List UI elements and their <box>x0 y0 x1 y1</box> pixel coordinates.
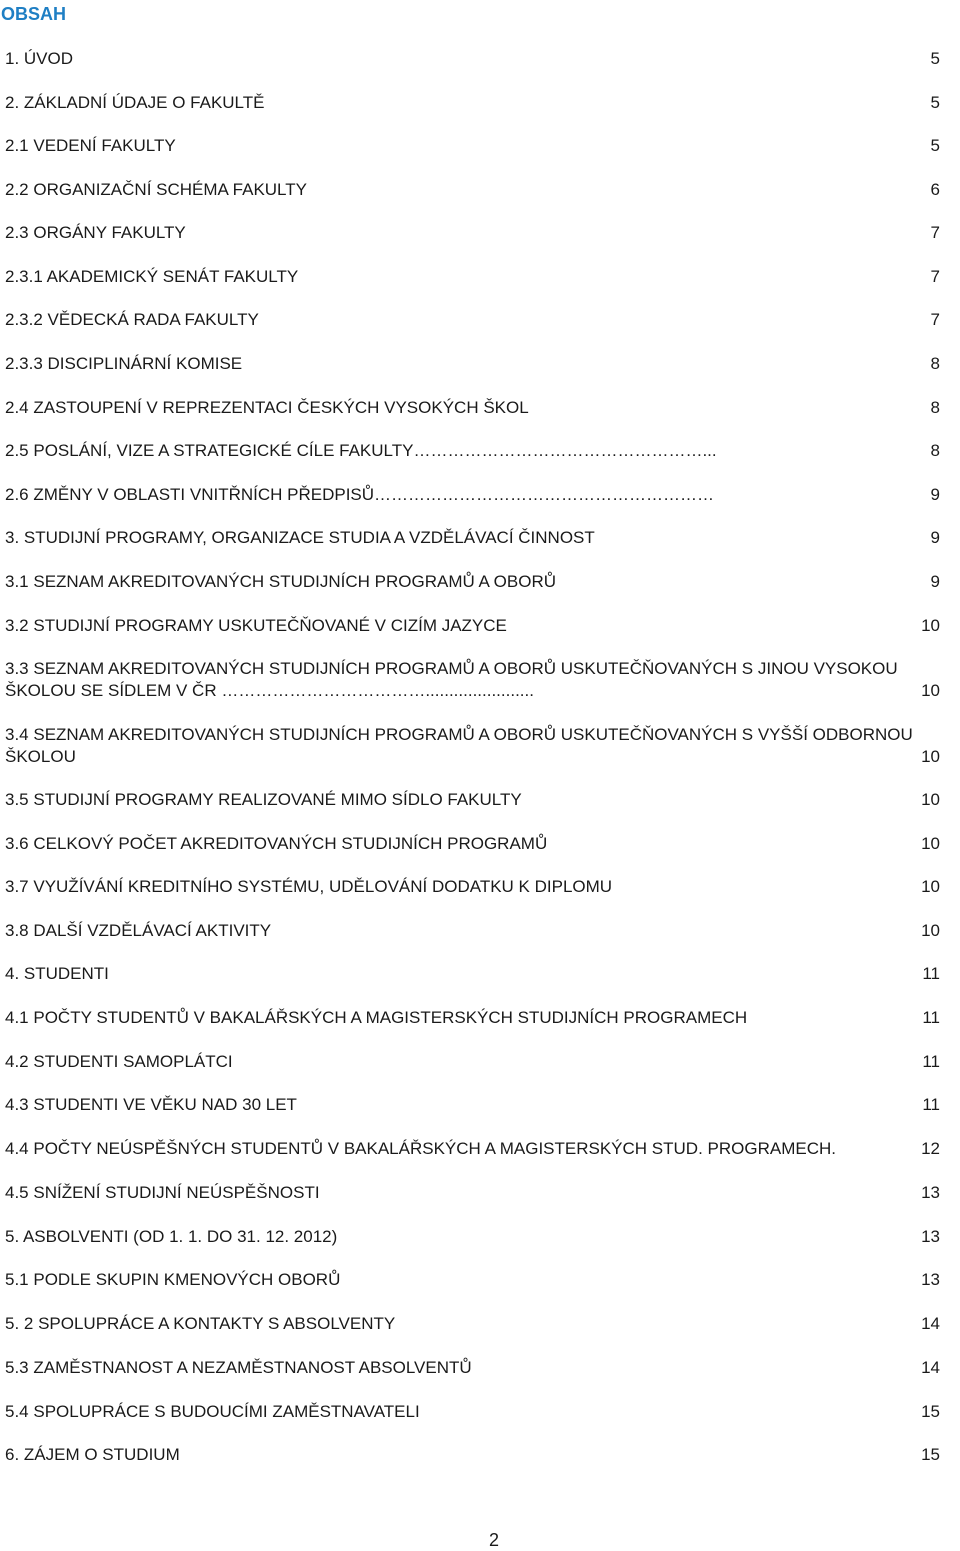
toc-entry-label: 4.5 SNÍŽENÍ STUDIJNÍ NEÚSPĚŠNOSTI <box>5 1183 320 1202</box>
toc-entry-label: 2.5 POSLÁNÍ, VIZE A STRATEGICKÉ CÍLE FAKULTY……………………………………………... <box>5 441 717 460</box>
toc-entry[interactable] <box>5 92 940 114</box>
toc-entry-page: 10 <box>921 834 940 853</box>
toc-entry-page: 15 <box>921 1402 940 1421</box>
toc-entry-label: 2.3.3 DISCIPLINÁRNÍ KOMISE <box>5 354 243 373</box>
toc-entry[interactable] <box>5 615 940 637</box>
toc-entry-page: 8 <box>930 441 940 460</box>
toc-entry[interactable] <box>5 571 940 593</box>
toc-entry-page: 11 <box>922 1052 940 1071</box>
toc-entry-page: 10 <box>921 877 940 896</box>
toc-entry[interactable] <box>5 1401 940 1423</box>
toc-entry[interactable] <box>5 266 940 288</box>
toc-entry-page: 10 <box>921 921 940 940</box>
toc-entry[interactable] <box>5 1357 940 1379</box>
toc-entry-label: 3.6 CELKOVÝ POČET AKREDITOVANÝCH STUDIJNÍCH PROGRAMŮ <box>5 834 548 853</box>
toc-entry[interactable] <box>5 920 940 942</box>
toc-entry-label: 2.4 ZASTOUPENÍ V REPREZENTACI ČESKÝCH VYSOKÝCH ŠKOL <box>5 398 529 417</box>
toc-entry-label: 3.7 VYUŽÍVÁNÍ KREDITNÍHO SYSTÉMU, UDĚLOVÁNÍ DODATKU K DIPLOMU <box>5 877 613 896</box>
toc-entry[interactable] <box>5 724 940 768</box>
toc-entry-label: 2.2 ORGANIZAČNÍ SCHÉMA FAKULTY <box>5 180 307 199</box>
toc-entry-page: 5 <box>930 136 940 155</box>
toc-entry-label: 1. ÚVOD <box>5 49 74 68</box>
toc-entry-page: 5 <box>930 93 940 112</box>
toc-entry-page: 8 <box>930 354 940 373</box>
toc-entry-label: 5.3 ZAMĚSTNANOST A NEZAMĚSTNANOST ABSOLVENTŮ <box>5 1358 472 1377</box>
toc-entry[interactable] <box>5 179 940 201</box>
toc-entry-label: 5. ASBOLVENTI (OD 1. 1. DO 31. 12. 2012) <box>5 1227 338 1246</box>
toc-entry[interactable] <box>5 1444 940 1466</box>
toc-entry-label: 4.2 STUDENTI SAMOPLÁTCI <box>5 1052 233 1071</box>
toc-entry-page: 11 <box>922 1008 940 1027</box>
toc-entry-label: 3.1 SEZNAM AKREDITOVANÝCH STUDIJNÍCH PROGRAMŮ A OBORŮ <box>5 572 557 591</box>
toc-entry[interactable] <box>5 1313 940 1335</box>
toc-entry-label: 5. 2 SPOLUPRÁCE A KONTAKTY S ABSOLVENTY <box>5 1314 396 1333</box>
toc-entry[interactable] <box>5 397 940 419</box>
toc-entry-page: 12 <box>921 1139 940 1158</box>
toc-entry-label: 4.4 POČTY NEÚSPĚŠNÝCH STUDENTŮ V BAKALÁŘSKÝCH A MAGISTERSKÝCH STUD. PROGRAMECH. <box>5 1139 836 1158</box>
toc-entry-label: 2.3.2 VĚDECKÁ RADA FAKULTY <box>5 310 259 329</box>
toc-entry-label: 3. STUDIJNÍ PROGRAMY, ORGANIZACE STUDIA A VZDĚLÁVACÍ ČINNOST <box>5 528 595 547</box>
toc-entry-page: 10 <box>921 616 940 635</box>
toc-entry[interactable] <box>5 440 940 462</box>
toc-entry-label: 4.1 POČTY STUDENTŮ V BAKALÁŘSKÝCH A MAGISTERSKÝCH STUDIJNÍCH PROGRAMECH <box>5 1008 748 1027</box>
toc-entry-page: 11 <box>922 1095 940 1114</box>
toc-entry-page: 7 <box>930 310 940 329</box>
toc-entry-page: 13 <box>921 1270 940 1289</box>
toc-entry-page: 14 <box>921 1358 940 1377</box>
toc-entry-page: 7 <box>930 267 940 286</box>
toc-entry-page: 9 <box>930 528 940 547</box>
toc-entry-label: 2.3.1 AKADEMICKÝ SENÁT FAKULTY <box>5 267 299 286</box>
toc-entry-label: 2.6 ZMĚNY V OBLASTI VNITŘNÍCH PŘEDPISŮ…………………………………………………… <box>5 485 715 504</box>
toc-entry-page: 9 <box>930 485 940 504</box>
toc-entry-page: 8 <box>930 398 940 417</box>
toc-entry-label: 4.3 STUDENTI VE VĚKU NAD 30 LET <box>5 1095 297 1114</box>
toc-entry[interactable] <box>5 833 940 855</box>
toc-entry[interactable] <box>5 309 940 331</box>
toc-entry[interactable] <box>5 1007 940 1029</box>
toc-entry[interactable] <box>5 484 940 506</box>
toc-entry[interactable] <box>5 789 940 811</box>
toc-entry-label: 2.1 VEDENÍ FAKULTY <box>5 136 176 155</box>
toc-entry-label: 5.4 SPOLUPRÁCE S BUDOUCÍMI ZAMĚSTNAVATELI <box>5 1402 420 1421</box>
toc-entry-page: 9 <box>930 572 940 591</box>
toc-entry-page: 6 <box>930 180 940 199</box>
toc-entry[interactable] <box>5 222 940 244</box>
toc-entry-page: 5 <box>930 49 940 68</box>
toc-entry[interactable] <box>5 1051 940 1073</box>
toc-entry[interactable] <box>5 1094 940 1116</box>
toc-entry-label: 2.3 ORGÁNY FAKULTY <box>5 223 186 242</box>
toc-entry-label: 4. STUDENTI <box>5 964 109 983</box>
toc-entry[interactable] <box>5 1269 940 1291</box>
toc-entry[interactable] <box>5 1226 940 1248</box>
toc-entry[interactable] <box>5 353 940 375</box>
toc-entry-page: 11 <box>922 964 940 983</box>
page-number: 2 <box>489 1530 500 1550</box>
toc-entry-page: 13 <box>921 1183 940 1202</box>
toc-entry-label: 3.8 DALŠÍ VZDĚLÁVACÍ AKTIVITY <box>5 921 272 940</box>
toc-entry[interactable] <box>5 48 940 70</box>
toc-entry-label: 3.5 STUDIJNÍ PROGRAMY REALIZOVANÉ MIMO SÍDLO FAKULTY <box>5 790 522 809</box>
toc-entry-label: 5.1 PODLE SKUPIN KMENOVÝCH OBORŮ <box>5 1270 341 1289</box>
toc-heading: OBSAH <box>1 4 67 24</box>
toc-entry[interactable] <box>5 135 940 157</box>
toc-entry-page: 7 <box>930 223 940 242</box>
toc-entry-label: 3.2 STUDIJNÍ PROGRAMY USKUTEČŇOVANÉ V CIZÍM JAZYCE <box>5 616 507 635</box>
toc-entry-label: 2. ZÁKLADNÍ ÚDAJE O FAKULTĚ <box>5 93 265 112</box>
toc-entry-label: 6. ZÁJEM O STUDIUM <box>5 1445 180 1464</box>
toc-entry-page: 15 <box>921 1445 940 1464</box>
toc-entry-page: 10 <box>921 747 940 766</box>
toc-entry-label: 3.3 SEZNAM AKREDITOVANÝCH STUDIJNÍCH PROGRAMŮ A OBORŮ USKUTEČŇOVANÝCH S JINOU VYSOKOU ŠKOLOU SE SÍDLEM V ČR ………………………………....................... <box>5 659 898 700</box>
toc-entry-page: 13 <box>921 1227 940 1246</box>
toc-entry-label: 3.4 SEZNAM AKREDITOVANÝCH STUDIJNÍCH PROGRAMŮ A OBORŮ USKUTEČŇOVANÝCH S VYŠŠÍ ODBORNOU ŠKOLOU <box>5 725 913 766</box>
toc-entry[interactable] <box>5 658 940 702</box>
toc-entry-page: 10 <box>921 681 940 700</box>
toc-entry[interactable] <box>5 963 940 985</box>
toc-entry-page: 10 <box>921 790 940 809</box>
toc-entry-page: 14 <box>921 1314 940 1333</box>
toc-entry[interactable] <box>5 527 940 549</box>
toc-entry[interactable] <box>5 1182 940 1204</box>
toc-entry[interactable] <box>5 876 940 898</box>
toc-entry[interactable] <box>5 1138 940 1160</box>
